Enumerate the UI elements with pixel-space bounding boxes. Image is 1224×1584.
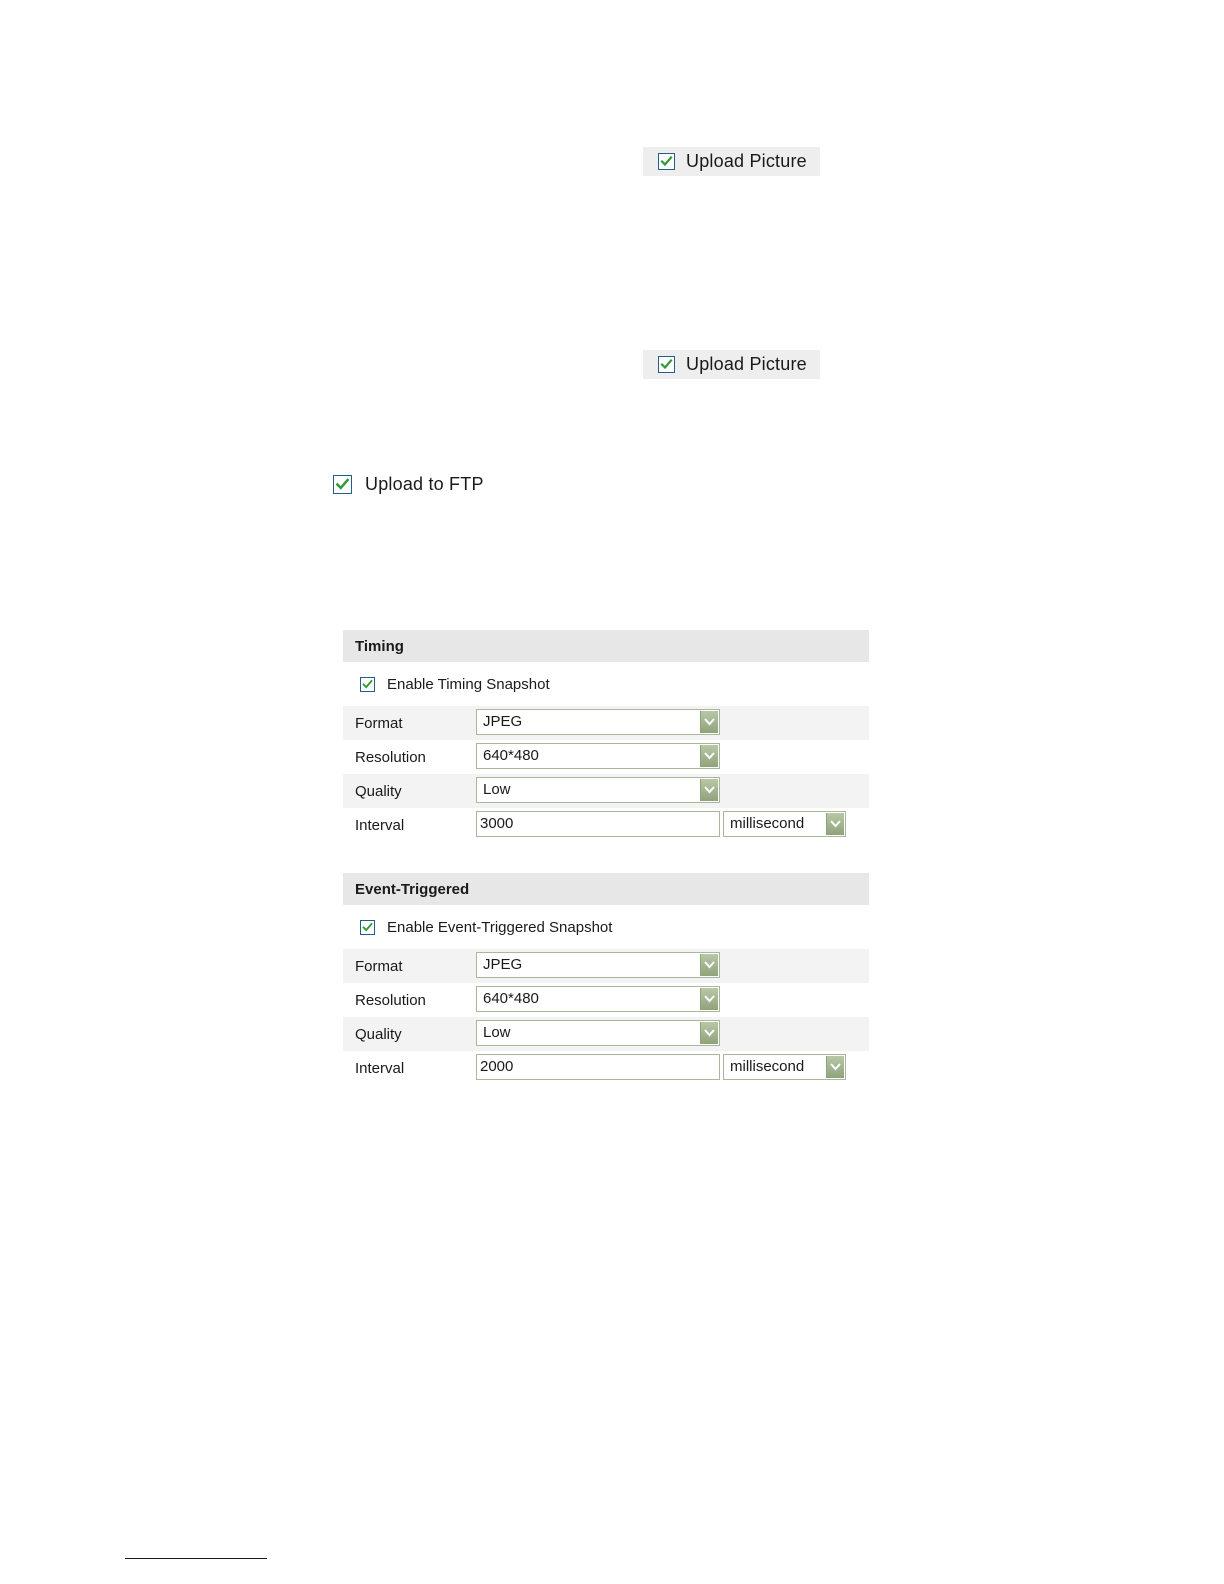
timing-header: Timing [343,630,869,662]
timing-format-value: JPEG [483,713,523,730]
event-quality-value: Low [483,1024,511,1041]
timing-quality-label: Quality [355,783,402,800]
timing-interval-unit-select[interactable] [723,811,846,837]
event-triggered-header: Event-Triggered [343,873,869,905]
chevron-down-icon[interactable] [700,954,718,976]
upload-ftp-option [333,474,484,495]
chevron-down-icon[interactable] [700,711,718,733]
event-enable-row [343,905,869,949]
timing-interval-input[interactable]: 3000 [476,811,720,837]
event-format-select[interactable] [476,952,720,978]
check-icon [361,678,374,691]
upload-picture-option-2 [643,350,820,379]
timing-resolution-value: 640*480 [483,747,539,764]
upload-picture-option-1 [643,147,820,176]
timing-resolution-label: Resolution [355,749,426,766]
timing-format-row [343,706,869,740]
timing-interval-label: Interval [355,817,405,834]
event-quality-select[interactable] [476,1020,720,1046]
event-format-value: JPEG [483,956,523,973]
event-quality-row [343,1017,869,1051]
timing-quality-row [343,774,869,808]
enable-timing-snapshot-checkbox[interactable] [360,677,375,692]
enable-timing-snapshot-label: Enable Timing Snapshot [387,675,550,693]
event-resolution-row [343,983,869,1017]
timing-snapshot-panel [343,630,869,842]
event-format-label: Format [355,958,403,975]
timing-interval-unit-value: millisecond [730,815,805,832]
check-icon [361,921,374,934]
event-interval-unit-select[interactable] [723,1054,846,1080]
footnote-separator [125,1558,267,1559]
timing-format-select[interactable] [476,709,720,735]
event-resolution-value: 640*480 [483,990,539,1007]
timing-format-label: Format [355,715,403,732]
upload-picture-label-2: Upload Picture [686,354,807,374]
chevron-down-icon[interactable] [700,779,718,801]
check-icon [334,476,351,493]
enable-event-triggered-snapshot-checkbox[interactable] [360,920,375,935]
chevron-down-icon[interactable] [826,1056,844,1078]
event-interval-unit-value: millisecond [730,1058,805,1075]
upload-picture-checkbox-2[interactable] [658,356,675,373]
event-interval-row [343,1051,869,1085]
timing-resolution-select[interactable] [476,743,720,769]
event-triggered-snapshot-panel [343,873,869,1085]
event-format-row [343,949,869,983]
timing-resolution-row [343,740,869,774]
check-icon [659,357,674,372]
event-interval-label: Interval [355,1060,405,1077]
event-quality-label: Quality [355,1026,402,1043]
upload-picture-label-1: Upload Picture [686,151,807,171]
chevron-down-icon[interactable] [700,745,718,767]
upload-picture-checkbox-1[interactable] [658,153,675,170]
timing-quality-select[interactable] [476,777,720,803]
upload-ftp-checkbox[interactable] [333,475,352,494]
event-interval-input[interactable]: 2000 [476,1054,720,1080]
enable-event-triggered-snapshot-label: Enable Event-Triggered Snapshot [387,918,613,936]
chevron-down-icon[interactable] [700,1022,718,1044]
event-resolution-label: Resolution [355,992,426,1009]
upload-ftp-label: Upload to FTP [365,474,484,494]
chevron-down-icon[interactable] [700,988,718,1010]
chevron-down-icon[interactable] [826,813,844,835]
event-resolution-select[interactable] [476,986,720,1012]
timing-quality-value: Low [483,781,511,798]
check-icon [659,154,674,169]
timing-interval-row [343,808,869,842]
timing-enable-row [343,662,869,706]
